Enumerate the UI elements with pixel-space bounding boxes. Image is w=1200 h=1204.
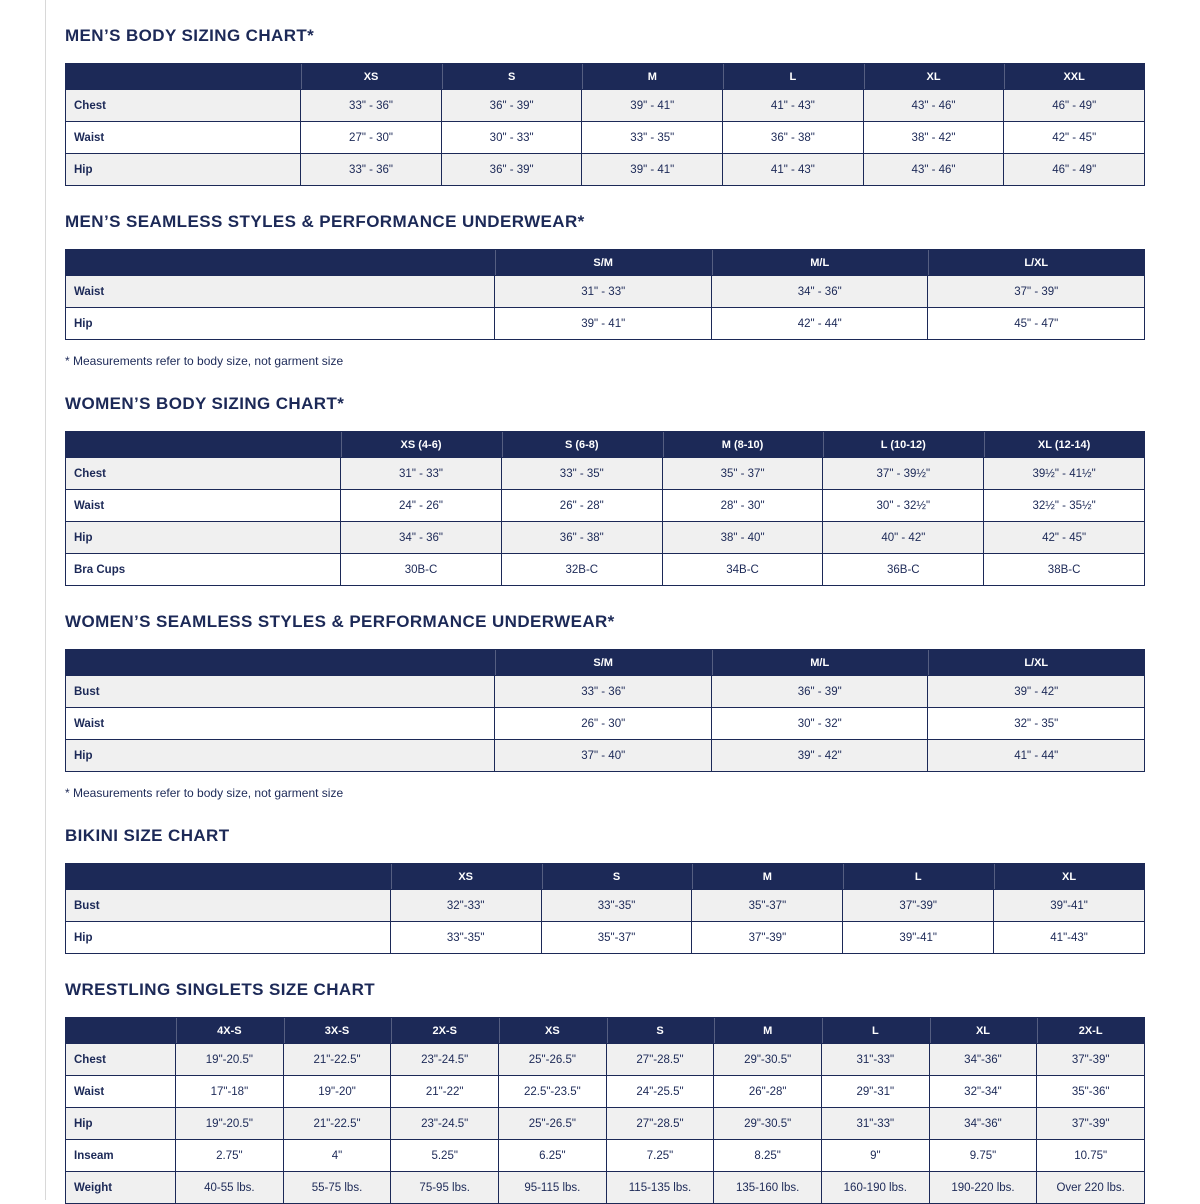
cell-value: 19"-20" (283, 1076, 391, 1108)
table-row (66, 490, 1145, 522)
table-row (66, 1076, 1145, 1108)
cell-value: 29"-30.5" (714, 1044, 822, 1076)
cell-value: 135-160 lbs. (714, 1172, 822, 1204)
cell-value: 6.25" (499, 1140, 607, 1172)
cell-value: 41" - 43" (723, 90, 864, 122)
cell-value: 25"-26.5" (499, 1044, 607, 1076)
column-header: XL (929, 1018, 1037, 1044)
header-spacer-cell (66, 650, 495, 676)
column-header: L/XL (928, 650, 1145, 676)
cell-value: 28" - 30" (662, 490, 823, 522)
chart-title-womens-seamless: WOMEN’S SEAMLESS STYLES & PERFORMANCE UNDERWEAR* (65, 612, 615, 631)
cell-value: 33" - 36" (301, 154, 442, 186)
cell-value: Over 220 lbs. (1037, 1172, 1145, 1204)
column-header: XS (301, 64, 442, 90)
row-label: Hip (66, 1108, 176, 1140)
header-spacer-cell (66, 864, 391, 890)
header-spacer-cell (66, 1018, 176, 1044)
column-header: XS (390, 864, 541, 890)
cell-value: 30" - 32½" (823, 490, 984, 522)
column-header: 2X-L (1037, 1018, 1145, 1044)
cell-value: 5.25" (391, 1140, 499, 1172)
row-label: Weight (66, 1172, 176, 1204)
cell-value: 37" - 39½" (823, 458, 984, 490)
column-header: L (723, 64, 864, 90)
cell-value: 35"-37" (692, 890, 843, 922)
cell-value: 37"-39" (1037, 1108, 1145, 1140)
column-header: XS (499, 1018, 607, 1044)
cell-value: 17"-18" (176, 1076, 284, 1108)
chart-section-mens-body (65, 26, 1145, 186)
cell-value: 31" - 33" (495, 276, 712, 308)
column-header: M (8-10) (662, 432, 823, 458)
cell-value: 8.25" (714, 1140, 822, 1172)
cell-value: 39" - 41" (582, 90, 723, 122)
row-label: Bra Cups (66, 554, 341, 586)
row-label: Inseam (66, 1140, 176, 1172)
cell-value: 43" - 46" (863, 90, 1004, 122)
cell-value: 34" - 36" (711, 276, 928, 308)
row-label: Bust (66, 676, 495, 708)
cell-value: 39½" - 41½" (984, 458, 1145, 490)
cell-value: 33" - 36" (301, 90, 442, 122)
column-header: S (441, 64, 582, 90)
cell-value: 41" - 43" (723, 154, 864, 186)
header-spacer-cell (66, 432, 341, 458)
table-row (66, 1140, 1145, 1172)
cell-value: 30" - 33" (441, 122, 582, 154)
cell-value: 33" - 35" (582, 122, 723, 154)
cell-value: 36" - 38" (723, 122, 864, 154)
row-label: Bust (66, 890, 391, 922)
chart-title-wrestling: WRESTLING SINGLETS SIZE CHART (65, 980, 376, 999)
table-row (66, 922, 1145, 954)
cell-value: 9" (821, 1140, 929, 1172)
cell-value: 34"-36" (929, 1044, 1037, 1076)
column-header: L (10-12) (823, 432, 984, 458)
cell-value: 32½" - 35½" (984, 490, 1145, 522)
cell-value: 30B-C (341, 554, 502, 586)
cell-value: 42" - 45" (984, 522, 1145, 554)
cell-value: 40" - 42" (823, 522, 984, 554)
header-row (66, 250, 1145, 276)
size-table-wrestling (65, 1017, 1145, 1204)
cell-value: 34" - 36" (341, 522, 502, 554)
column-header: XS (4-6) (341, 432, 502, 458)
cell-value: 115-135 lbs. (606, 1172, 714, 1204)
cell-value: 32"-33" (390, 890, 541, 922)
size-table-womens-seamless (65, 649, 1145, 772)
chart-section-bikini (65, 826, 1145, 954)
column-header: M (692, 864, 843, 890)
cell-value: 42" - 45" (1004, 122, 1145, 154)
column-header: 3X-S (283, 1018, 391, 1044)
table-row (66, 122, 1145, 154)
cell-value: 35"-36" (1037, 1076, 1145, 1108)
cell-value: 29"-30.5" (714, 1108, 822, 1140)
header-row (66, 864, 1145, 890)
chart-title-womens-body: WOMEN’S BODY SIZING CHART* (65, 394, 345, 413)
cell-value: 26" - 28" (501, 490, 662, 522)
column-header: S (541, 864, 692, 890)
header-spacer-cell (66, 250, 495, 276)
column-header: S/M (495, 650, 712, 676)
cell-value: 41" - 44" (928, 740, 1145, 772)
cell-value: 75-95 lbs. (391, 1172, 499, 1204)
column-header: M/L (711, 250, 928, 276)
header-row (66, 432, 1145, 458)
cell-value: 27"-28.5" (606, 1108, 714, 1140)
column-header: 2X-S (391, 1018, 499, 1044)
size-table-mens-body (65, 63, 1145, 186)
cell-value: 7.25" (606, 1140, 714, 1172)
column-header: XL (994, 864, 1145, 890)
table-row (66, 276, 1145, 308)
table-row (66, 740, 1145, 772)
table-row (66, 1172, 1145, 1204)
cell-value: 36" - 39" (711, 676, 928, 708)
cell-value: 36B-C (823, 554, 984, 586)
cell-value: 43" - 46" (863, 154, 1004, 186)
chart-section-wrestling (65, 980, 1145, 1204)
cell-value: 190-220 lbs. (929, 1172, 1037, 1204)
cell-value: 23"-24.5" (391, 1044, 499, 1076)
cell-value: 19"-20.5" (176, 1108, 284, 1140)
cell-value: 25"-26.5" (499, 1108, 607, 1140)
cell-value: 29"-31" (821, 1076, 929, 1108)
cell-value: 40-55 lbs. (176, 1172, 284, 1204)
column-header: M (582, 64, 723, 90)
cell-value: 39" - 41" (495, 308, 712, 340)
row-label: Waist (66, 708, 495, 740)
column-header: S/M (495, 250, 712, 276)
size-table-mens-seamless (65, 249, 1145, 340)
cell-value: 33"-35" (390, 922, 541, 954)
cell-value: 21"-22" (391, 1076, 499, 1108)
cell-value: 45" - 47" (928, 308, 1145, 340)
table-row (66, 554, 1145, 586)
cell-value: 19"-20.5" (176, 1044, 284, 1076)
cell-value: 21"-22.5" (283, 1108, 391, 1140)
cell-value: 36" - 39" (441, 90, 582, 122)
table-row (66, 522, 1145, 554)
row-label: Chest (66, 90, 301, 122)
measurement-footnote: * Measurements refer to body size, not garment size (65, 354, 344, 368)
cell-value: 95-115 lbs. (499, 1172, 607, 1204)
column-header: M/L (711, 650, 928, 676)
column-header: S (6-8) (501, 432, 662, 458)
column-header: XXL (1004, 64, 1145, 90)
column-header: L (821, 1018, 929, 1044)
cell-value: 27" - 30" (301, 122, 442, 154)
cell-value: 36" - 38" (501, 522, 662, 554)
cell-value: 35"-37" (541, 922, 692, 954)
cell-value: 26" - 30" (495, 708, 712, 740)
cell-value: 24" - 26" (341, 490, 502, 522)
cell-value: 36" - 39" (441, 154, 582, 186)
header-row (66, 1018, 1145, 1044)
cell-value: 38" - 40" (662, 522, 823, 554)
column-header: S (606, 1018, 714, 1044)
cell-value: 34"-36" (929, 1108, 1037, 1140)
table-row (66, 708, 1145, 740)
cell-value: 26"-28" (714, 1076, 822, 1108)
size-table-bikini (65, 863, 1145, 954)
cell-value: 38B-C (984, 554, 1145, 586)
cell-value: 31" - 33" (341, 458, 502, 490)
cell-value: 33" - 36" (495, 676, 712, 708)
column-header: L (843, 864, 994, 890)
column-header: XL (12-14) (984, 432, 1145, 458)
cell-value: 23"-24.5" (391, 1108, 499, 1140)
size-table-womens-body (65, 431, 1145, 586)
table-row (66, 154, 1145, 186)
chart-section-mens-seamless (65, 212, 1145, 368)
cell-value: 32B-C (501, 554, 662, 586)
row-label: Chest (66, 458, 341, 490)
cell-value: 37" - 40" (495, 740, 712, 772)
row-label: Hip (66, 308, 495, 340)
cell-value: 46" - 49" (1004, 90, 1145, 122)
measurement-footnote: * Measurements refer to body size, not garment size (65, 786, 344, 800)
cell-value: 39"-41" (994, 890, 1145, 922)
table-row (66, 458, 1145, 490)
column-header: XL (863, 64, 1004, 90)
cell-value: 37"-39" (1037, 1044, 1145, 1076)
row-label: Hip (66, 522, 341, 554)
row-label: Chest (66, 1044, 176, 1076)
cell-value: 37"-39" (843, 890, 994, 922)
cell-value: 160-190 lbs. (821, 1172, 929, 1204)
table-row (66, 1108, 1145, 1140)
cell-value: 33" - 35" (501, 458, 662, 490)
cell-value: 4" (283, 1140, 391, 1172)
row-label: Waist (66, 122, 301, 154)
cell-value: 30" - 32" (711, 708, 928, 740)
column-header: L/XL (928, 250, 1145, 276)
column-header: 4X-S (176, 1018, 284, 1044)
cell-value: 55-75 lbs. (283, 1172, 391, 1204)
chart-section-womens-seamless (65, 612, 1145, 800)
cell-value: 22.5"-23.5" (499, 1076, 607, 1108)
cell-value: 31"-33" (821, 1044, 929, 1076)
chart-title-bikini: BIKINI SIZE CHART (65, 826, 230, 845)
cell-value: 24"-25.5" (606, 1076, 714, 1108)
cell-value: 32"-34" (929, 1076, 1037, 1108)
cell-value: 41"-43" (994, 922, 1145, 954)
table-row (66, 1044, 1145, 1076)
cell-value: 42" - 44" (711, 308, 928, 340)
cell-value: 46" - 49" (1004, 154, 1145, 186)
cell-value: 38" - 42" (863, 122, 1004, 154)
cell-value: 21"-22.5" (283, 1044, 391, 1076)
cell-value: 27"-28.5" (606, 1044, 714, 1076)
cell-value: 39" - 42" (711, 740, 928, 772)
header-row (66, 64, 1145, 90)
chart-title-mens-seamless: MEN’S SEAMLESS STYLES & PERFORMANCE UNDERWEAR* (65, 212, 585, 231)
table-row (66, 90, 1145, 122)
cell-value: 35" - 37" (662, 458, 823, 490)
table-row (66, 676, 1145, 708)
header-spacer-cell (66, 64, 301, 90)
cell-value: 32" - 35" (928, 708, 1145, 740)
row-label: Waist (66, 490, 341, 522)
cell-value: 9.75" (929, 1140, 1037, 1172)
cell-value: 2.75" (176, 1140, 284, 1172)
column-header: M (714, 1018, 822, 1044)
chart-title-mens-body: MEN’S BODY SIZING CHART* (65, 26, 315, 45)
cell-value: 37" - 39" (928, 276, 1145, 308)
cell-value: 39" - 41" (582, 154, 723, 186)
page-left-border (45, 0, 46, 1200)
cell-value: 33"-35" (541, 890, 692, 922)
table-row (66, 308, 1145, 340)
table-row (66, 890, 1145, 922)
cell-value: 10.75" (1037, 1140, 1145, 1172)
cell-value: 34B-C (662, 554, 823, 586)
chart-section-womens-body (65, 394, 1145, 586)
cell-value: 37"-39" (692, 922, 843, 954)
cell-value: 39" - 42" (928, 676, 1145, 708)
cell-value: 39"-41" (843, 922, 994, 954)
header-row (66, 650, 1145, 676)
row-label: Hip (66, 154, 301, 186)
row-label: Waist (66, 1076, 176, 1108)
row-label: Hip (66, 740, 495, 772)
cell-value: 31"-33" (821, 1108, 929, 1140)
row-label: Waist (66, 276, 495, 308)
row-label: Hip (66, 922, 391, 954)
